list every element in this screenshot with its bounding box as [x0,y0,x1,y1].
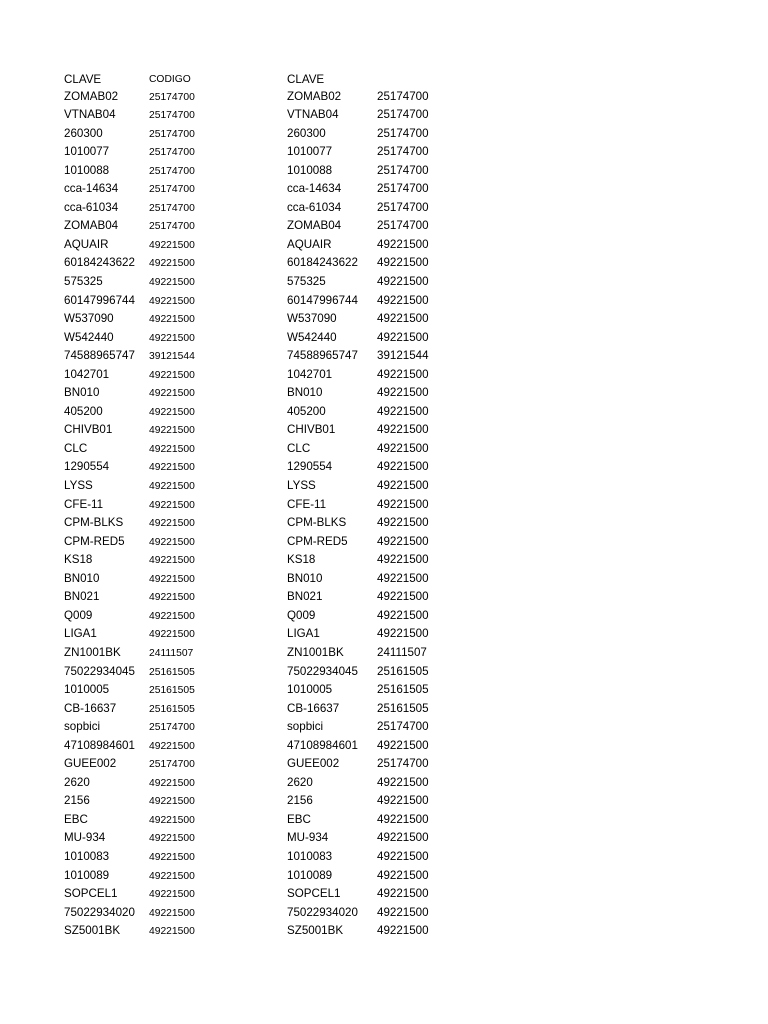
right-clave-cell: 1010077 [287,145,333,159]
right-codigo-cell: 49221500 [377,905,429,919]
left-clave-cell: 1010005 [64,683,110,697]
right-clave-cell: 1010083 [287,849,333,863]
left-codigo-cell: 49221500 [149,889,195,901]
left-clave-cell: 1010089 [64,868,110,882]
left-codigo-cell: 25174700 [149,165,195,177]
right-clave-cell: CFE-11 [287,497,327,511]
right-clave-cell: 1010005 [287,683,333,697]
left-header-clave: CLAVE [64,73,102,86]
right-codigo-cell: 49221500 [377,553,429,567]
left-codigo-cell: 49221500 [149,592,195,604]
right-clave-cell: 60147996744 [287,293,358,307]
left-codigo-cell: 49221500 [149,907,195,919]
right-codigo-cell: 25174700 [377,163,429,177]
right-clave-cell: 2156 [287,794,313,808]
right-codigo-cell: 25174700 [377,126,429,140]
right-clave-cell: 1010089 [287,868,333,882]
right-codigo-cell: 49221500 [377,849,429,863]
left-codigo-cell: 25174700 [149,110,195,122]
left-clave-cell: 2620 [64,775,90,789]
right-clave-cell: KS18 [287,553,316,567]
right-clave-cell: 47108984601 [287,738,358,752]
left-codigo-cell: 25174700 [149,202,195,214]
left-codigo-cell: 49221500 [149,926,195,938]
left-codigo-cell: 49221500 [149,425,195,437]
right-clave-cell: W537090 [287,312,337,326]
right-clave-cell: CLC [287,441,311,455]
right-codigo-cell: 49221500 [377,571,429,585]
left-clave-cell: 1290554 [64,460,110,474]
right-clave-cell: SZ5001BK [287,924,344,938]
right-codigo-cell: 25161505 [377,701,429,715]
left-clave-cell: Q009 [64,608,93,622]
left-clave-cell: LYSS [64,479,93,493]
right-codigo-cell: 49221500 [377,497,429,511]
left-codigo-cell: 49221500 [149,777,195,789]
right-codigo-cell: 49221500 [377,812,429,826]
right-clave-cell: 260300 [287,126,326,140]
right-clave-cell: CB-16637 [287,701,340,715]
right-codigo-cell: 25174700 [377,757,429,771]
right-codigo-cell: 49221500 [377,775,429,789]
left-clave-cell: W537090 [64,312,114,326]
left-clave-cell: 75022934045 [64,664,135,678]
right-codigo-cell: 49221500 [377,367,429,381]
left-codigo-cell: 49221500 [149,629,195,641]
right-clave-cell: GUEE002 [287,757,340,771]
right-codigo-cell: 25174700 [377,219,429,233]
right-clave-cell: cca-14634 [287,182,342,196]
left-codigo-cell: 49221500 [149,814,195,826]
right-clave-cell: SOPCEL1 [287,887,341,901]
left-clave-cell: 2156 [64,794,90,808]
left-codigo-cell: 49221500 [149,406,195,418]
left-clave-cell: 1010077 [64,145,110,159]
left-codigo-cell: 49221500 [149,518,195,530]
left-codigo-cell: 25174700 [149,722,195,734]
right-codigo-cell: 25174700 [377,720,429,734]
right-codigo-cell: 49221500 [377,275,429,289]
right-codigo-cell: 49221500 [377,441,429,455]
left-clave-cell: 1042701 [64,367,110,381]
right-codigo-cell: 49221500 [377,887,429,901]
left-codigo-cell: 49221500 [149,369,195,381]
left-codigo-cell: 49221500 [149,555,195,567]
left-clave-cell: SZ5001BK [64,924,121,938]
right-codigo-cell: 49221500 [377,404,429,418]
right-codigo-cell: 49221500 [377,794,429,808]
left-clave-cell: BN010 [64,386,100,400]
left-clave-cell: VTNAB04 [64,108,116,122]
right-clave-cell: 405200 [287,404,326,418]
left-clave-cell: CPM-RED5 [64,534,125,548]
right-clave-cell: EBC [287,812,311,826]
right-codigo-cell: 49221500 [377,608,429,622]
left-clave-cell: 74588965747 [64,349,135,363]
right-codigo-cell: 25161505 [377,683,429,697]
left-clave-cell: SOPCEL1 [64,887,118,901]
left-codigo-cell: 49221500 [149,388,195,400]
left-clave-cell: CFE-11 [64,497,104,511]
left-clave-cell: BN021 [64,590,100,604]
right-codigo-cell: 49221500 [377,590,429,604]
left-codigo-cell: 49221500 [149,536,195,548]
left-clave-cell: CHIVB01 [64,423,113,437]
left-clave-cell: 260300 [64,126,103,140]
right-clave-cell: BN010 [287,571,323,585]
left-clave-cell: 405200 [64,404,103,418]
left-codigo-cell: 25161505 [149,666,195,678]
left-clave-cell: KS18 [64,553,93,567]
left-codigo-cell: 25174700 [149,221,195,233]
right-codigo-cell: 25174700 [377,200,429,214]
right-codigo-cell: 49221500 [377,516,429,530]
left-codigo-cell: 49221500 [149,277,195,289]
left-clave-cell: ZOMAB02 [64,89,119,103]
right-codigo-cell: 49221500 [377,256,429,270]
right-codigo-cell: 49221500 [377,293,429,307]
right-header-codigo [377,69,439,71]
right-clave-cell: 60184243622 [287,256,358,270]
right-codigo-cell: 25174700 [377,89,429,103]
right-codigo-cell: 24111507 [377,645,427,659]
right-clave-cell: W542440 [287,330,337,344]
right-clave-cell: BN021 [287,590,323,604]
right-clave-cell: 1042701 [287,367,333,381]
left-clave-cell: W542440 [64,330,114,344]
left-clave-cell: 1010088 [64,163,110,177]
left-codigo-cell: 49221500 [149,833,195,845]
right-codigo-cell: 49221500 [377,627,429,641]
left-clave-cell: GUEE002 [64,757,117,771]
right-header-clave: CLAVE [287,73,325,86]
left-codigo-cell: 49221500 [149,610,195,622]
left-clave-cell: 575325 [64,275,103,289]
left-codigo-cell: 49221500 [149,239,195,251]
right-clave-cell: 1290554 [287,460,333,474]
left-codigo-cell: 49221500 [149,258,195,270]
left-codigo-cell: 39121544 [149,351,195,363]
left-clave-cell: cca-61034 [64,200,119,214]
left-codigo-cell: 25174700 [149,128,195,140]
left-codigo-cell: 49221500 [149,499,195,511]
right-clave-cell: MU-934 [287,831,329,845]
left-codigo-cell: 49221500 [149,314,195,326]
left-clave-cell: 60147996744 [64,293,135,307]
left-clave-cell: 60184243622 [64,256,135,270]
right-codigo-cell: 49221500 [377,460,429,474]
right-clave-cell: 75022934045 [287,664,358,678]
left-codigo-cell: 49221500 [149,573,195,585]
right-clave-cell: 1010088 [287,163,333,177]
left-clave-cell: ZOMAB04 [64,219,119,233]
right-codigo-cell: 49221500 [377,534,429,548]
right-codigo-cell: 49221500 [377,738,429,752]
right-codigo-cell: 49221500 [377,423,429,437]
right-clave-cell: 2620 [287,775,313,789]
right-clave-cell: 75022934020 [287,905,358,919]
left-clave-cell: CLC [64,441,88,455]
left-clave-cell: cca-14634 [64,182,119,196]
left-clave-cell: 75022934020 [64,905,135,919]
left-clave-cell: AQUAIR [64,237,109,251]
left-codigo-cell: 25174700 [149,184,195,196]
right-clave-cell: CPM-RED5 [287,534,348,548]
left-codigo-cell: 25174700 [149,91,195,103]
left-header-codigo: CODIGO [149,74,191,85]
right-clave-cell: ZOMAB02 [287,89,342,103]
right-codigo-cell: 49221500 [377,868,429,882]
right-codigo-cell: 49221500 [377,479,429,493]
right-codigo-cell: 25174700 [377,108,429,122]
right-clave-cell: VTNAB04 [287,108,339,122]
right-clave-cell: 575325 [287,275,326,289]
right-codigo-cell: 49221500 [377,386,429,400]
right-codigo-cell: 25161505 [377,664,429,678]
left-codigo-cell: 25174700 [149,759,195,771]
left-codigo-cell: 25174700 [149,147,195,159]
left-clave-cell: sopbici [64,720,101,734]
right-clave-cell: LYSS [287,479,316,493]
right-codigo-cell: 49221500 [377,312,429,326]
left-codigo-cell: 49221500 [149,462,195,474]
right-codigo-cell: 49221500 [377,831,429,845]
left-clave-cell: CPM-BLKS [64,516,124,530]
right-codigo-cell: 49221500 [377,330,429,344]
right-codigo-cell: 49221500 [377,924,429,938]
left-clave-cell: 47108984601 [64,738,135,752]
right-clave-cell: LIGA1 [287,627,320,641]
left-clave-cell: CB-16637 [64,701,117,715]
right-clave-cell: ZOMAB04 [287,219,342,233]
left-codigo-cell: 49221500 [149,295,195,307]
right-codigo-cell: 39121544 [377,349,429,363]
right-codigo-cell: 49221500 [377,237,429,251]
right-clave-cell: sopbici [287,720,324,734]
right-clave-cell: 74588965747 [287,349,358,363]
left-codigo-cell: 49221500 [149,481,195,493]
left-codigo-cell: 49221500 [149,443,195,455]
left-clave-cell: ZN1001BK [64,645,121,659]
left-codigo-cell: 24111507 [149,647,194,659]
right-clave-cell: AQUAIR [287,237,332,251]
left-clave-cell: 1010083 [64,849,110,863]
right-codigo-cell: 25174700 [377,182,429,196]
right-clave-cell: Q009 [287,608,316,622]
right-clave-cell: ZN1001BK [287,645,344,659]
right-clave-cell: CHIVB01 [287,423,336,437]
left-clave-cell: MU-934 [64,831,106,845]
left-clave-cell: EBC [64,812,88,826]
left-codigo-cell: 49221500 [149,740,195,752]
left-clave-cell: BN010 [64,571,100,585]
right-clave-cell: CPM-BLKS [287,516,347,530]
left-codigo-cell: 49221500 [149,332,195,344]
left-codigo-cell: 49221500 [149,851,195,863]
left-codigo-cell: 49221500 [149,796,195,808]
right-clave-cell: cca-61034 [287,200,342,214]
right-clave-cell: BN010 [287,386,323,400]
left-codigo-cell: 25161505 [149,703,195,715]
left-codigo-cell: 25161505 [149,685,195,697]
left-clave-cell: LIGA1 [64,627,97,641]
right-codigo-cell: 25174700 [377,145,429,159]
left-codigo-cell: 49221500 [149,870,195,882]
